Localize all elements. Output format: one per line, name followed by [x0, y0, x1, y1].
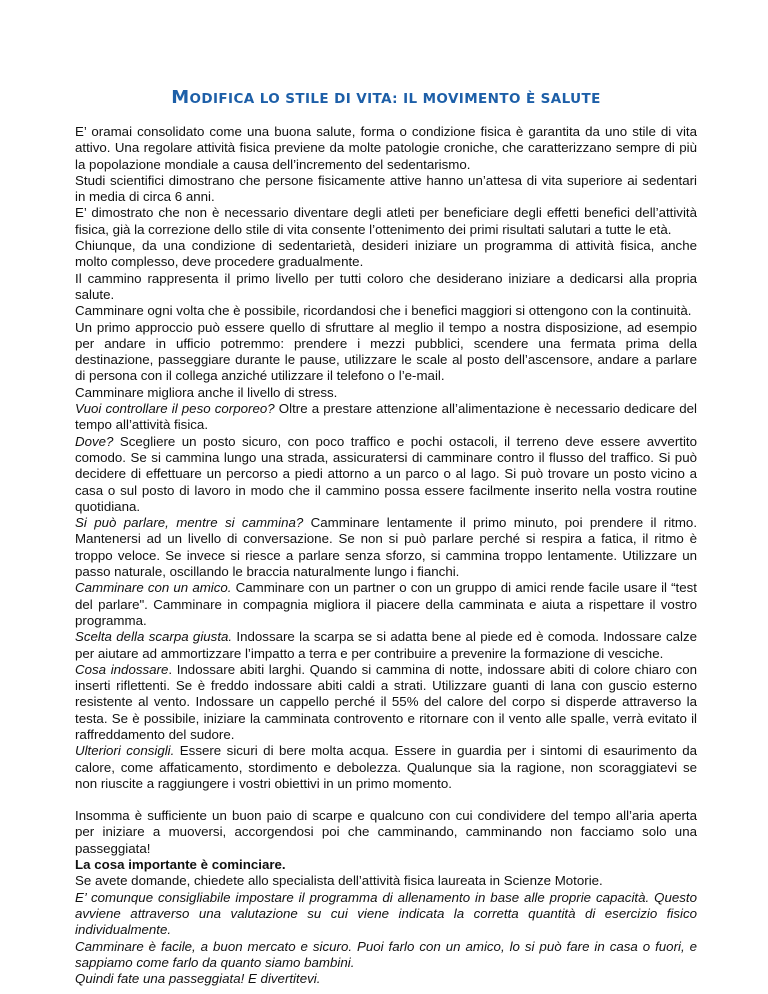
tip-paragraph	[75, 662, 697, 743]
paragraph: Chiunque, da una condizione di sedentarietà, desideri iniziare un programma di attività fisica, anche molto complesso, deve procedere gradualmente.	[75, 238, 697, 270]
title-initial: M	[171, 87, 190, 108]
tip-label: Scelta della scarpa giusta.	[75, 629, 233, 645]
tip-text: Camminare con un partner o con un gruppo di amici rende facile usare il “test del parlare". Camminare in compagnia migliora il piacere della camminata e aiuta a rispettare il vostro programma.	[75, 580, 697, 628]
italic-paragraph: E’ comunque consigliabile impostare il programma di allenamento in base alle proprie capacità. Questo avviene attraverso una valutazione su cui viene indicata la corretta quantità di esercizio fisico individualmente.	[75, 889, 697, 938]
tip-text: Essere sicuri di bere molta acqua. Essere in guardia per i sintomi di esaurimento da calore, come affaticamento, stordimento e debolezza. Qualunque sia la ragione, non scoraggiatevi se non riuscite a raggiungere i vostri obiettivi in un primo momento.	[75, 743, 697, 791]
paragraph: E’ dimostrato che non è necessario diventare degli atleti per beneficiare degli effetti benefici dell’attività fisica, già la correzione dello stile di vita consente l’ottenimento dei primi risultati salutari a tutte le età.	[75, 205, 697, 237]
tip-label: Dove?	[75, 433, 114, 449]
title-rest: ODIFICA LO STILE DI VITA: IL MOVIMENTO È SALUTE	[189, 91, 601, 107]
italic-paragraph: Camminare è facile, a buon mercato e sicuro. Puoi farlo con un amico, lo si può fare in casa o fuori, e sappiamo come farlo da quanto siamo bambini.	[75, 938, 697, 970]
paragraph: E’ oramai consolidato come una buona salute, forma o condizione fisica è garantita da uno stile di vita attivo. Una regolare attività fisica previene da molte patologie croniche, che caratterizzano sempre di più la popolazione mondiale a causa dell’incremento del sedentarismo.	[75, 124, 697, 172]
tip-label: Si può parlare, mentre si cammina?	[75, 515, 304, 531]
tip-paragraph	[75, 743, 697, 792]
tip-text: Indossare la scarpa se si adatta bene al piede ed è comoda. Indossare calze per aiutare ad ammortizzare l’impatto a terra e per contribuire a prevenire la formazione di vesciche.	[75, 629, 697, 661]
paragraph: Insomma è sufficiente un buon paio di scarpe e qualcuno con cui condividere del tempo all’aria aperta per iniziare a muoversi, accorgendosi poi che camminando, camminando non facciamo solo una passeggiata!	[75, 808, 697, 856]
paragraph: Il cammino rappresenta il primo livello per tutti coloro che desiderano iniziare a dedicarsi alla propria salute.	[75, 270, 697, 302]
tip-label: Vuoi controllare il peso corporeo?	[75, 401, 275, 417]
tip-text: . Indossare abiti larghi. Quando si cammina di notte, indossare abiti di colore chiaro con inserti riflettenti. Se è freddo indossare abiti caldi a strati. Utilizzare guanti di lana con guscio esterno resistente al vento. Indossare un cappello perché il 55% del calore del corpo si disperde attraverso la testa. Se è possibile, iniziare la camminata controvento e ritornare con il vento alle spalle, verrà evitato il raffreddamento del sudore.	[75, 661, 697, 742]
italic-paragraph: Quindi fate una passeggiata! E divertitevi.	[75, 971, 321, 987]
tip-paragraph	[75, 580, 697, 629]
paragraph-spacer	[75, 792, 697, 808]
paragraph: Se avete domande, chiedete allo specialista dell’attività fisica laureata in Scienze Motorie.	[75, 873, 603, 889]
bold-statement: La cosa importante è cominciare.	[75, 857, 286, 873]
tip-paragraph	[75, 515, 697, 580]
tip-text: Oltre a prestare attenzione all’alimentazione è necessario dedicare del tempo all’attività fisica.	[75, 401, 697, 433]
tip-paragraph	[75, 401, 697, 434]
paragraph: Un primo approccio può essere quello di sfruttare al meglio il tempo a nostra disposizione, ad esempio per andare in ufficio potremmo: prendere i mezzi pubblici, scendere una fermata prima della destinazione, passeggiare durante le pause, utilizzare le scale al posto dell’ascensore, andare a parlare di persona con il collega anziché utilizzare il telefono o l’e-mail.	[75, 319, 697, 384]
tip-label: Cosa indossare	[75, 661, 169, 677]
page-title	[75, 84, 697, 114]
tip-text: Camminare lentamente il primo minuto, poi prendere il ritmo. Mantenersi ad un livello di conversazione. Se non si può parlare perché si respira a fatica, il ritmo è troppo veloce. Se invece si riesce a parlare senza sforzo, si cammina troppo lentamente. Utilizzare un passo naturale, oscillando le braccia naturalmente lungo i fianchi.	[75, 515, 698, 580]
document-page	[75, 84, 697, 987]
tip-text: Scegliere un posto sicuro, con poco traffico e pochi ostacoli, il terreno deve essere avvertito comodo. Se si cammina lungo una strada, assicuratersi di camminare contro il flusso del traffico. Si può decidere di effettuare un percorso a piedi attorno a un parco o al lago. Si può trovare un posto vicino a casa o sul posto di lavoro in modo che il cammino possa essere facilmente inserito nella vostra routine quotidiana.	[75, 433, 697, 514]
paragraph: Camminare migliora anche il livello di stress.	[75, 384, 338, 400]
tip-label: Ulteriori consigli.	[75, 743, 175, 759]
body-text	[75, 124, 697, 987]
tip-label: Camminare con un amico.	[75, 580, 232, 596]
paragraph: Studi scientifici dimostrano che persone fisicamente attive hanno un’attesa di vita superiore ai sedentari in media di circa 6 anni.	[75, 172, 697, 205]
tip-paragraph	[75, 629, 697, 662]
tip-paragraph	[75, 434, 697, 515]
paragraph: Camminare ogni volta che è possibile, ricordandosi che i benefici maggiori si ottengono con la continuità.	[75, 303, 692, 319]
